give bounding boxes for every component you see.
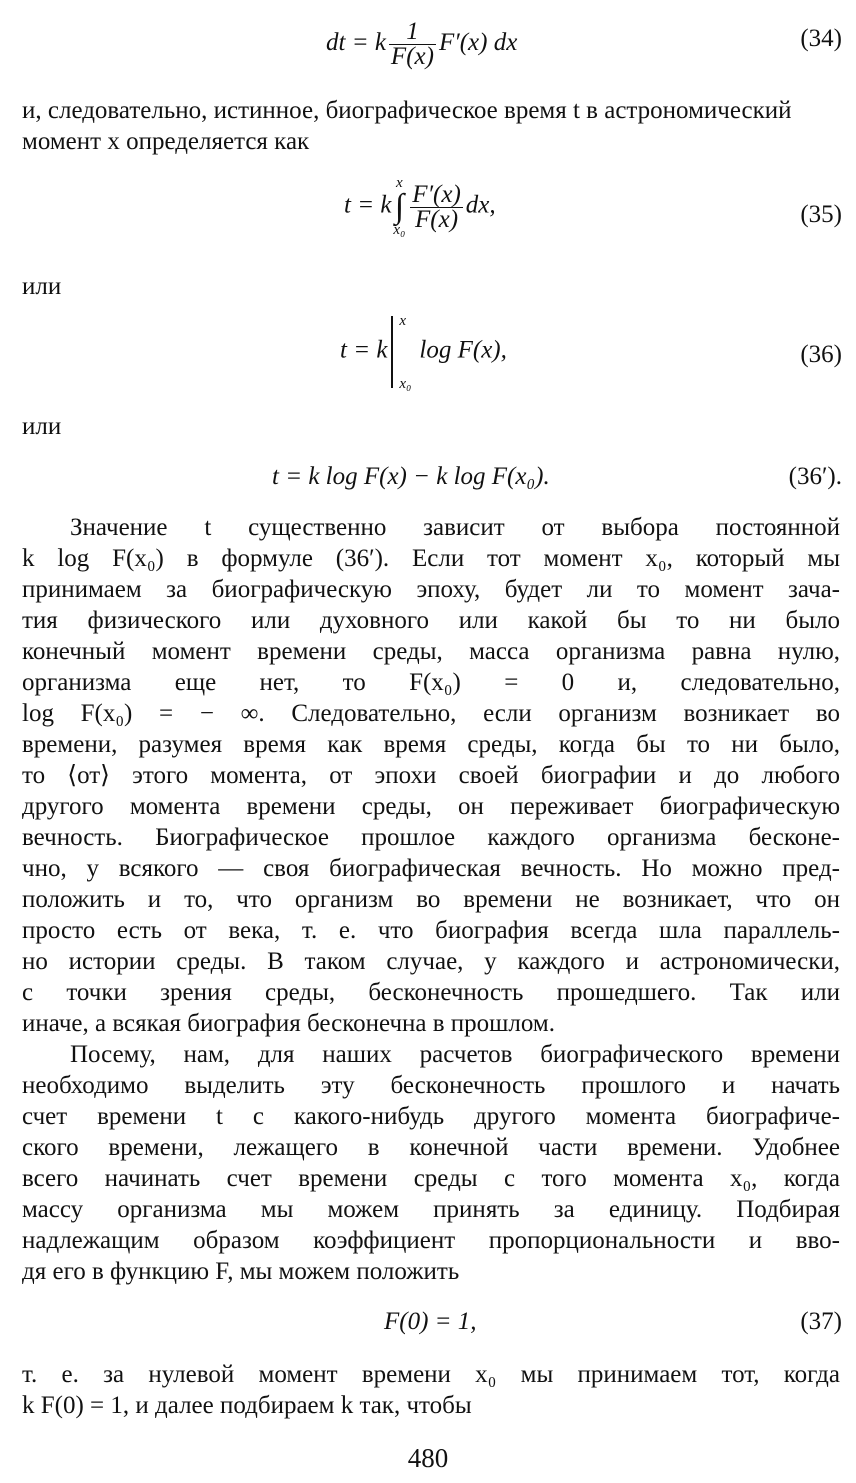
text-line: с точки зрения среды, бесконечность прошедшего. Так или — [22, 979, 840, 1006]
text-line: организма еще нет, то F(x₀) = 0 и, следовательно, — [22, 669, 840, 696]
text-line: времени, разумея время как время среды, когда бы то ни было, — [22, 731, 840, 758]
text-line: но истории среды. В таком случае, у каждого и астрономически, — [22, 948, 840, 975]
evaluation-bar: x x₀ — [391, 316, 419, 388]
paragraph-intro: и, следовательно, истинное, биографическое время t в астрономический момент x определяется как — [22, 97, 792, 155]
text-line: принимаем за биографическую эпоху, будет ли то момент зача- — [22, 576, 840, 603]
text-line: дя его в функцию F, мы можем положить — [22, 1258, 460, 1285]
text-line: другого момента времени среды, он переживает биографическую — [22, 793, 840, 820]
text-line: т. е. за нулевой момент времени x₀ мы принимаем тот, когда — [22, 1361, 840, 1388]
text-line: просто есть от века, т. е. что биография всегда шла параллель- — [22, 917, 840, 944]
text-line: необходимо выделить эту бесконечность прошлого и начать — [22, 1072, 840, 1099]
text-line: Значение t существенно зависит от выбора постоянной — [70, 514, 840, 541]
word-or-1: или — [22, 273, 62, 300]
text-line: вечность. Биографическое прошлое каждого организма бесконе- — [22, 824, 840, 851]
equation-number-37: (37) — [800, 1308, 842, 1335]
text-line: массу организма мы можем принять за единицу. Подбирая — [22, 1196, 840, 1223]
text-line: всего начинать счет времени среды с того момента x₀, когда — [22, 1165, 840, 1192]
equation-36: t = k x x₀ log F(x), — [340, 313, 507, 392]
text-line: иначе, а всякая биография бесконечна в прошлом. — [22, 1010, 555, 1037]
text-line: Посему, нам, для наших расчетов биографического времени — [70, 1041, 840, 1068]
equation-number-36: (36) — [800, 341, 842, 368]
text-line: тия физического или духовного или какой бы то ни было — [22, 607, 840, 634]
fraction: $\frac{1}{F(x)}$ — [390, 18, 434, 70]
text-line: k log F(x₀) в формуле (36′). Если тот момент x₀, который мы — [22, 545, 840, 572]
text-line: log F(x₀) = − ∞. Следовательно, если организм возникает во — [22, 700, 840, 727]
word-or-2: или — [22, 413, 62, 440]
equation-34: dt = k $\frac{1}{F(x)}$ F′(x) dx — [326, 18, 518, 70]
text-line: k F(0) = 1, и далее подбираем k так, чтобы — [22, 1392, 472, 1419]
equation-number-34: (34) — [800, 25, 842, 52]
equation-36-prime: t = k log F(x) − k log F(x₀). — [272, 463, 550, 490]
integral-sign: x ∫ x₀ — [393, 175, 406, 238]
equation-number-36-prime: (36′). — [788, 463, 842, 490]
page-number: 480 — [407, 1443, 449, 1473]
text-line: то ⟨от⟩ этого момента, от эпохи своей биографии и до любого — [22, 762, 840, 789]
equation-37: F(0) = 1, — [384, 1308, 477, 1335]
text-line: чно, у всякого — своя биографическая вечность. Но можно пред- — [22, 855, 840, 882]
text-line: конечный момент времени среды, масса организма равна нулю, — [22, 638, 840, 665]
equation-35: t = k x ∫ x₀ $\frac{F'(x)}{F(x)}$ dx, — [344, 175, 496, 238]
equation-number-35: (35) — [800, 201, 842, 228]
text-line: счет времени t с какого-нибудь другого момента биографиче- — [22, 1103, 840, 1130]
text-line: положить и то, что организм во времени не возникает, что он — [22, 886, 840, 913]
text-line: надлежащим образом коэффициент пропорциональности и вво- — [22, 1227, 840, 1254]
text-line: ского времени, лежащего в конечной части времени. Удобнее — [22, 1134, 840, 1161]
